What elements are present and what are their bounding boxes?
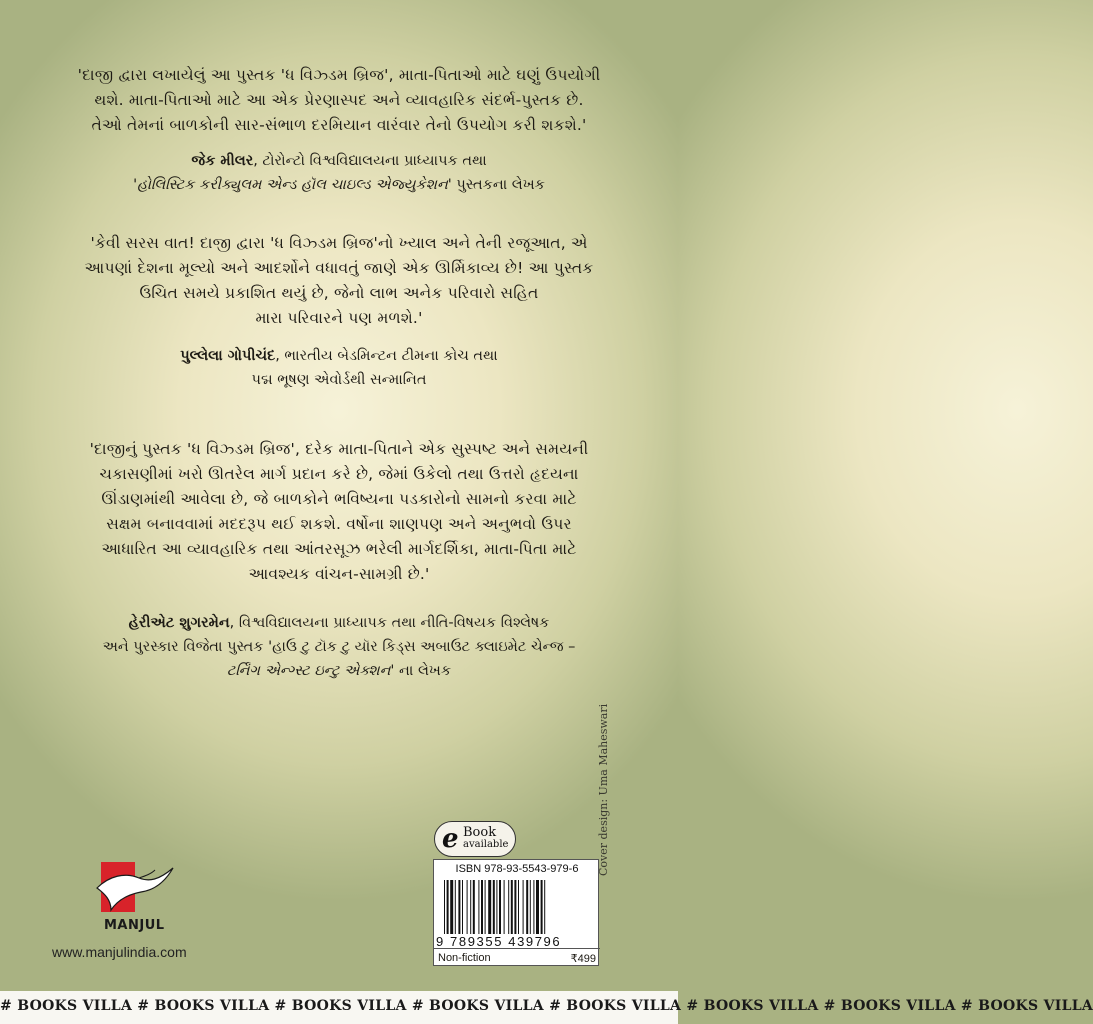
- quote-1-line: 'દાજી દ્વારા લખાયેલું આ પુસ્તક 'ધ વિઝ્ડમ બ્રિજ', માતા-પિતાઓ માટે ઘણું ઉપયોગી: [77, 66, 601, 84]
- quote-2-line: આપણાં દેશના મૂલ્યો અને આદર્શોને વધાવતું જાણે એક ઊર્મિકાવ્ય છે! આ પુસ્તક: [84, 259, 594, 277]
- quote-3-line: આવશ્યક વાંચન-સામગ્રી છે.': [248, 565, 430, 583]
- quote-2-attribution: [0, 344, 678, 392]
- category-price-row: [434, 948, 600, 967]
- author-role: , ટોરોન્ટો વિશ્વવિદ્યાલયના પ્રાધ્યાપક તથા: [253, 153, 487, 169]
- quote-1-line: થશે. માતા-પિતાઓ માટે આ એક પ્રેરણાસ્પદ અને વ્યાવહારિક સંદર્ભ-પુસ્તક છે.: [94, 91, 584, 109]
- quote-3-line: સક્ષમ બનાવવામાં મદદરૂપ થઈ શકશે. વર્ષોના શાણપણ અને અનુભવો ઉપર: [106, 515, 572, 533]
- books-villa-watermark: # BOOKS VILLA # BOOKS VILLA # BOOKS VILLA # BOOKS VILLA # BOOKS VILLA # BOOKS VILLA # BOOKS VILLA # BOOKS VILLA: [0, 991, 678, 1024]
- author-role: , ભારતીય બેડમિન્ટન ટીમના કોચ તથા: [275, 348, 498, 364]
- author-award-book: અને પુરસ્કાર વિજેતા પુસ્તક 'હાઉ ટુ ટૉક ટુ યૉર કિડ્સ અબાઉટ ક્લાઇમેટ ચેન્જ –: [102, 639, 576, 655]
- quote-3: [0, 437, 678, 587]
- quote-3-line: ઊંડાણમાંથી આવેલા છે, જે બાળકોને ભવિષ્યના પડકારોનો સામનો કરવા માટે: [101, 490, 577, 508]
- author-book-title: 'હોલિસ્ટિક કરીક્યુલમ એન્ડ હૉલ ચાઇલ્ડ એજ્યુકેશન': [133, 177, 452, 193]
- book-category: Non-fiction: [438, 952, 491, 964]
- isbn-number: ISBN 978-93-5543-979-6: [455, 863, 579, 875]
- quote-1: [0, 63, 678, 138]
- quote-3-line: 'દાજીનું પુસ્તક 'ધ વિઝ્ડમ બ્રિજ', દરેક માતા-પિતાને એક સુસ્પષ્ટ અને સમયની: [89, 440, 589, 458]
- ebook-available-text: available: [463, 839, 509, 850]
- quote-3-line: ચકાસણીમાં ખરો ઊતરેલ માર્ગ પ્રદાન કરે છે, જેમાં ઉકેલો તથા ઉત્તરો હૃદયના: [99, 465, 579, 483]
- publisher-website: www.manjulindia.com: [52, 944, 187, 960]
- quote-3-attribution: [0, 611, 678, 683]
- author-book-suffix: ના લેખક: [394, 663, 452, 679]
- quote-1-attribution: [0, 149, 678, 197]
- ebook-e-letter: e: [442, 824, 459, 854]
- author-name: જેક મીલર: [191, 153, 254, 169]
- ebook-word: Book: [463, 825, 497, 840]
- quote-2: [0, 231, 678, 331]
- publisher-logo-bird-icon: [95, 858, 177, 918]
- publisher-brand: MANJUL: [104, 918, 165, 933]
- barcode-block: [433, 859, 599, 966]
- author-name: હેરીએટ શુગરમેન: [128, 615, 230, 631]
- quote-1-line: તેઓ તેમનાં બાળકોની સાર-સંભાળ દરમિયાન વારંવાર તેનો ઉપયોગ કરી શકશે.': [91, 116, 587, 134]
- quote-3-line: આધારિત આ વ્યાવહારિક તથા આંતરસૂઝ ભરેલી માર્ગદર્શિકા, માતા-પિતા માટે: [101, 540, 577, 558]
- quote-2-line: 'કેવી સરસ વાત! દાજી દ્વારા 'ધ વિઝ્ડમ બ્રિજ'નો ખ્યાલ અને તેની રજૂઆત, એ: [90, 234, 588, 252]
- barcode-digits: 9 789355 439796: [436, 934, 562, 949]
- book-price: ₹499: [570, 953, 596, 965]
- barcode-bars-icon: [444, 880, 590, 934]
- author-honor: પદ્મ ભૂષણ એવોર્ડથી સન્માનિત: [251, 372, 427, 388]
- author-book-title: ટર્નિંગ એન્ગ્સ્ટ ઇન્ટુ એક્શન': [226, 663, 395, 679]
- author-book-suffix: પુસ્તકના લેખક: [451, 177, 545, 193]
- quote-2-line: મારા પરિવારને પણ મળશે.': [255, 309, 423, 327]
- quote-2-line: ઉચિત સમયે પ્રકાશિત થયું છે, જેનો લાભ અનેક પરિવારો સહિત: [139, 284, 539, 302]
- author-name: પુલ્લેલા ગોપીચંદ: [180, 348, 276, 364]
- author-role: , વિશ્વવિદ્યાલયના પ્રાધ્યાપક તથા નીતિ-વિષયક વિશ્લેષક: [229, 615, 550, 631]
- ebook-available-badge: [434, 821, 516, 857]
- cover-design-credit: Cover design: Uma Maheswari: [597, 703, 610, 876]
